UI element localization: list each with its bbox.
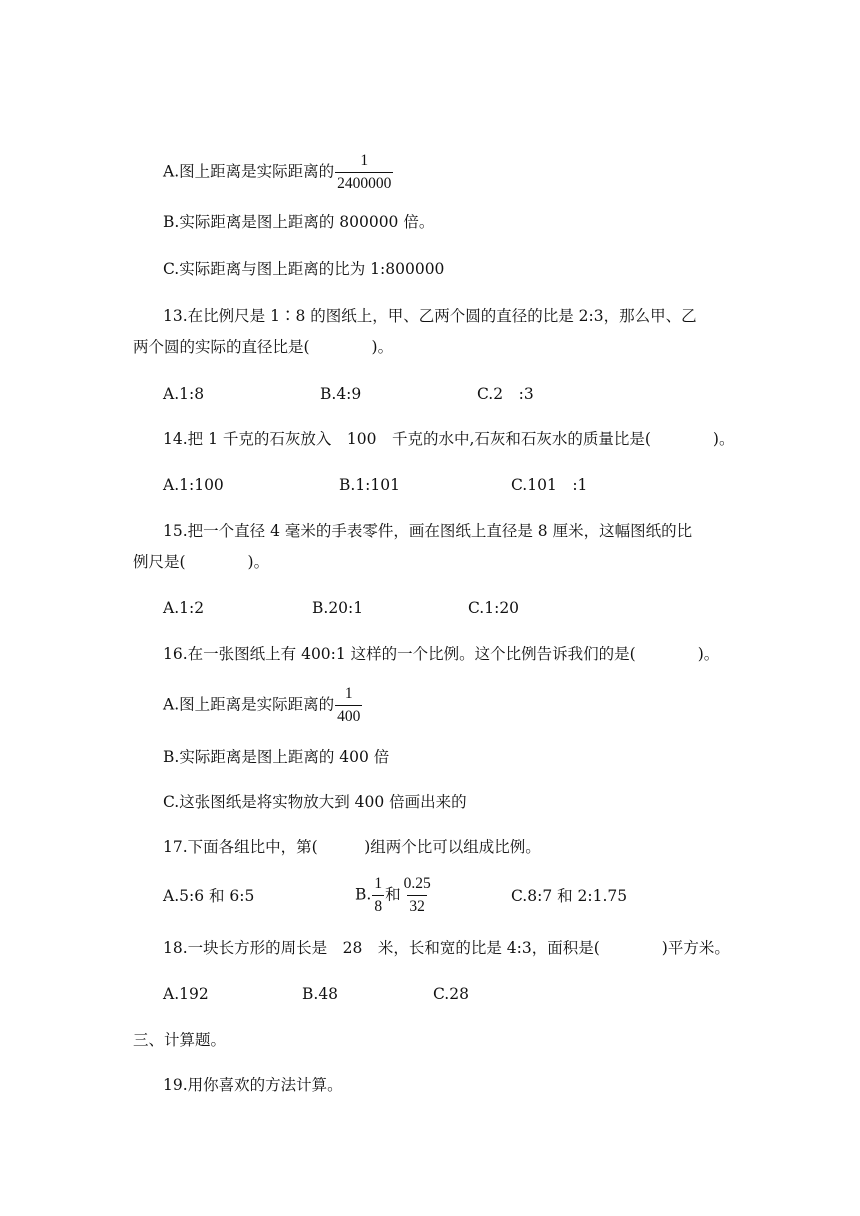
q17-option-a: A.5:6 和 6:5: [163, 887, 255, 905]
fraction-numerator: 1: [344, 685, 353, 702]
q17-option-b: [355, 875, 434, 916]
q13-option-b: B.4:9: [320, 385, 362, 403]
q12-option-a: [163, 152, 394, 193]
q12-option-b: B.实际距离是图上距离的 800000 倍。: [163, 213, 435, 231]
fraction-denominator: 32: [407, 895, 427, 916]
q16-option-a-text: A.图上距离是实际距离的: [163, 695, 335, 714]
q16-text: 16.在一张图纸上有 400:1 这样的一个比例。这个比例告诉我们的是( )。: [163, 645, 720, 663]
q16-option-c: C.这张图纸是将实物放大到 400 倍画出来的: [163, 793, 467, 811]
q17-text: 17.下面各组比中，第( )组两个比可以组成比例。: [163, 838, 541, 856]
q17-option-b-connector: 和: [385, 885, 401, 904]
q12-option-c: C.实际距离与图上距离的比为 1:800000: [163, 260, 445, 278]
q12-option-a-fraction: [335, 152, 393, 193]
q13-option-c: C.2 :3: [477, 385, 534, 403]
q19-text: 19.用你喜欢的方法计算。: [163, 1076, 343, 1094]
q17-option-c: C.8:7 和 2:1.75: [511, 887, 628, 905]
q17-option-b-fraction-1: [372, 875, 384, 916]
q12-option-a-text: A.图上距离是实际距离的: [163, 162, 335, 181]
q17-option-b-prefix: B.: [355, 885, 372, 904]
q14-option-b: B.1:101: [339, 476, 400, 494]
q18-option-a: A.192: [163, 985, 209, 1003]
fraction-numerator: 0.25: [403, 875, 431, 892]
q18-text: 18.一块长方形的周长是 28 米，长和宽的比是 4:3，面积是( )平方米。: [163, 939, 730, 957]
q15-option-b: B.20:1: [312, 599, 364, 617]
q13-text-line2: 两个圆的实际的直径比是( )。: [133, 338, 394, 356]
q15-text-line2: 例尺是( )。: [133, 553, 270, 571]
q14-option-c: C.101 :1: [511, 476, 588, 494]
q18-option-c: C.28: [433, 985, 469, 1003]
q14-text: 14.把 1 千克的石灰放入 100 千克的水中,石灰和石灰水的质量比是( )。: [163, 430, 735, 448]
q17-option-b-fraction-2: [402, 875, 433, 916]
q13-text-line1: 13.在比例尺是 1∶8 的图纸上，甲、乙两个圆的直径的比是 2:3，那么甲、乙: [163, 307, 697, 325]
q15-option-a: A.1:2: [163, 599, 205, 617]
fraction-denominator: 2400000: [335, 172, 393, 193]
fraction-denominator: 8: [372, 895, 384, 916]
q15-option-c: C.1:20: [468, 599, 520, 617]
q14-option-a: A.1:100: [163, 476, 224, 494]
q16-option-b: B.实际距离是图上距离的 400 倍: [163, 748, 390, 766]
q18-option-b: B.48: [302, 985, 339, 1003]
q13-option-a: A.1:8: [163, 385, 205, 403]
section-title: 三、计算题。: [133, 1031, 227, 1049]
fraction-numerator: 1: [360, 152, 369, 169]
q16-option-a-fraction: [335, 685, 362, 726]
fraction-numerator: 1: [374, 875, 383, 892]
q15-text-line1: 15.把一个直径 4 毫米的手表零件，画在图纸上直径是 8 厘米，这幅图纸的比: [163, 522, 693, 540]
q16-option-a: [163, 685, 363, 726]
fraction-denominator: 400: [335, 705, 362, 726]
